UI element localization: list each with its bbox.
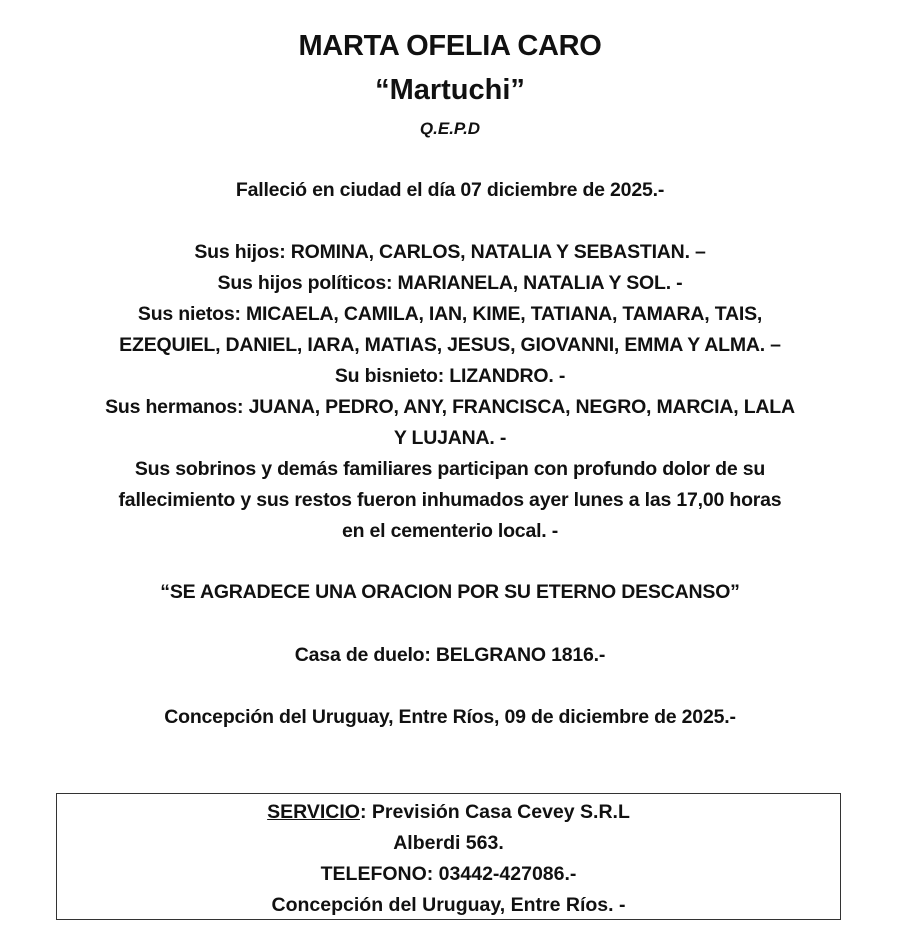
service-label: SERVICIO	[267, 801, 360, 823]
family-line-grandchildren-2: EZEQUIEL, DANIEL, IARA, MATIAS, JESUS, GIOVANNI, EMMA Y ALMA. –	[119, 334, 781, 356]
service-provider: : Previsión Casa Cevey S.R.L	[359, 801, 630, 823]
family-line-in-laws: Sus hijos políticos: MARIANELA, NATALIA Y SOL. -	[217, 272, 683, 294]
service-city: Concepción del Uruguay, Entre Ríos. -	[271, 894, 626, 916]
deceased-nickname: “Martuchi”	[375, 74, 525, 106]
service-box	[56, 793, 841, 920]
service-phone: TELEFONO: 03442-427086.-	[320, 863, 577, 885]
family-line-siblings-2: Y LUJANA. -	[393, 427, 507, 449]
service-address: Alberdi 563.	[393, 832, 504, 854]
house-of-mourning: Casa de duelo: BELGRANO 1816.-	[294, 644, 606, 666]
qepd-abbreviation: Q.E.P.D	[419, 119, 481, 138]
family-line-grandchildren-1: Sus nietos: MICAELA, CAMILA, IAN, KIME, TATIANA, TAMARA, TAIS,	[137, 303, 763, 325]
family-line-siblings-1: Sus hermanos: JUANA, PEDRO, ANY, FRANCISCA, NEGRO, MARCIA, LALA	[105, 396, 795, 418]
death-notice: Falleció en ciudad el día 07 diciembre de 2025.-	[235, 179, 665, 201]
family-line-children: Sus hijos: ROMINA, CARLOS, NATALIA Y SEBASTIAN. –	[194, 241, 706, 263]
deceased-name: MARTA OFELIA CARO	[298, 30, 602, 62]
place-and-date: Concepción del Uruguay, Entre Ríos, 09 de diciembre de 2025.-	[164, 706, 736, 728]
family-line-relatives-1: Sus sobrinos y demás familiares participan con profundo dolor de su	[134, 458, 766, 480]
family-line-great-grandchild: Su bisnieto: LIZANDRO. -	[334, 365, 566, 387]
family-line-relatives-3: en el cementerio local. -	[341, 520, 559, 542]
service-provider-line	[57, 797, 840, 828]
prayer-request: “SE AGRADECE UNA ORACION POR SU ETERNO DESCANSO”	[160, 581, 740, 603]
family-list	[0, 237, 900, 547]
family-line-relatives-2: fallecimiento y sus restos fueron inhumados ayer lunes a las 17,00 horas	[118, 489, 782, 511]
